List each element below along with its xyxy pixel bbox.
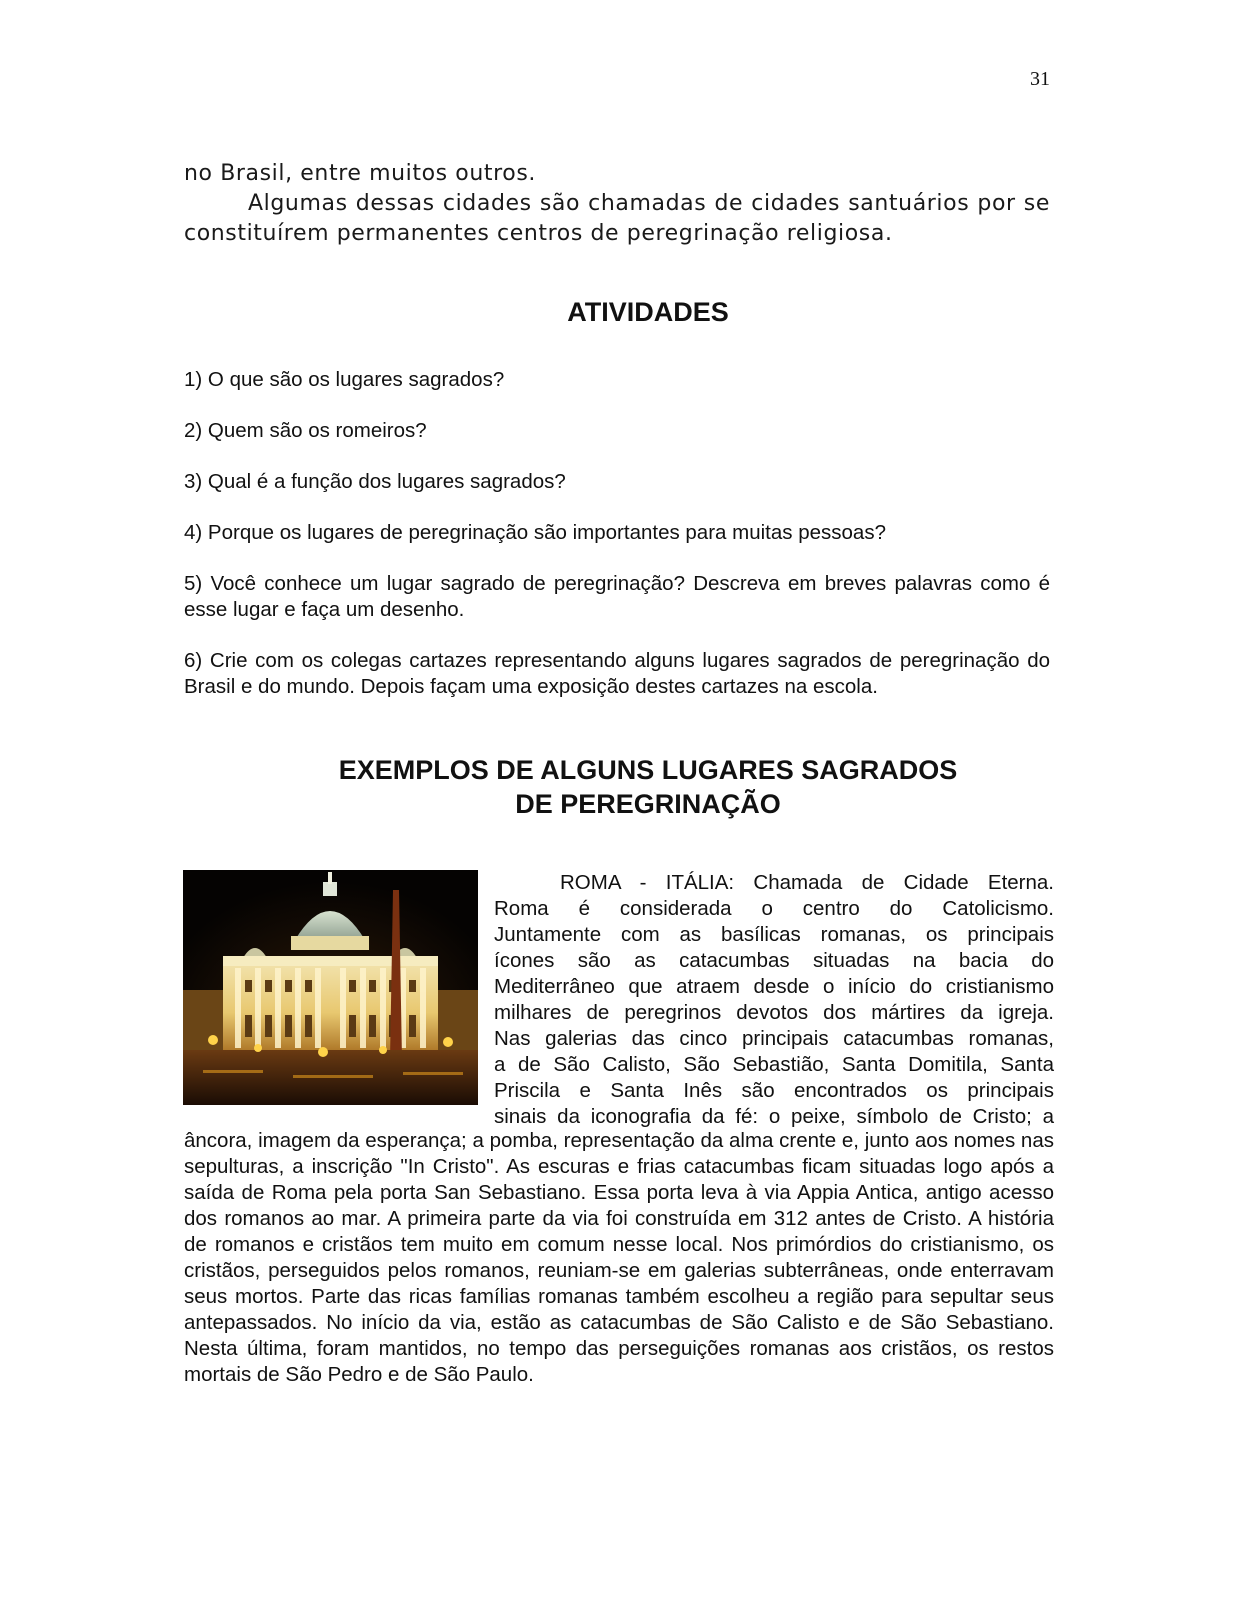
roma-line-1: ROMA - ITÁLIA: Chamada de Cidade Eterna. [560, 871, 1054, 894]
roma-text-beside-photo [494, 870, 1054, 1130]
activities-heading: ATIVIDADES [567, 297, 729, 327]
roma-line-7: Nas galerias das cinco principais catacumbas romanas, [494, 1027, 1054, 1050]
question-6: 6) Crie com os colegas cartazes representando alguns lugares sagrados de peregrinação do Brasil e do mundo. Depois façam uma exposição destes cartazes na escola. [184, 649, 1050, 698]
examples-heading [184, 753, 1112, 821]
roma-text-continuation: âncora, imagem da esperança; a pomba, representação da alma crente e, junto aos nomes nas sepulturas, a inscrição "In Cristo". As escuras e frias catacumbas ficam situadas logo após a saída de Roma pela porta San Sebastiano. Essa porta leva à via Appia Antica, antigo acesso dos romanos ao mar. A primeira parte da via foi construída em 312 antes de Cristo. A história de romanos e cristãos tem muito em comum nesse local. Nos primórdios do cristianismo, os cristãos, perseguidos pelos romanos, reuniam-se em galerias subterrâneas, onde enterravam seus mortos. Parte das ricas famílias romanas também escolheu a região para sepultar seus antepassados. No início da via, estão as catacumbas de São Calisto e de São Sebastiano. Nesta última, foram mantidos, no tempo das perseguições romanas aos cristãos, os restos mortais de São Pedro e de São Paulo. [184, 1129, 1054, 1386]
roma-line-8: a de São Calisto, São Sebastião, Santa Domitila, Santa [494, 1053, 1054, 1076]
page-number: 31 [1030, 68, 1050, 90]
roma-line-10: sinais da iconografia da fé: o peixe, símbolo de Cristo; a [494, 1105, 1054, 1128]
roma-line-9: Priscila e Santa Inês são encontrados os principais [494, 1079, 1054, 1102]
intro-text [184, 159, 1050, 249]
roma-line-3: Juntamente com as basílicas romanas, os principais [494, 923, 1054, 946]
roma-line-5: Mediterrâneo que atraem desde o início do cristianismo [494, 975, 1054, 998]
question-5: 5) Você conhece um lugar sagrado de peregrinação? Descreva em breves palavras como é esse lugar e faça um desenho. [184, 572, 1050, 621]
examples-heading-line1: EXEMPLOS DE ALGUNS LUGARES SAGRADOS [338, 755, 958, 785]
question-1: 1) O que são os lugares sagrados? [184, 368, 505, 391]
roma-line-4: ícones são as catacumbas situadas na bacia do [494, 949, 1054, 972]
st-peters-basilica-night-photo [183, 870, 478, 1105]
roma-line-6: milhares de peregrinos devotos dos mártires da igreja. [494, 1001, 1054, 1024]
roma-line-2: Roma é considerada o centro do Catolicismo. [494, 897, 1054, 920]
question-2: 2) Quem são os romeiros? [184, 419, 427, 442]
question-3: 3) Qual é a função dos lugares sagrados? [184, 470, 566, 493]
intro-line: no Brasil, entre muitos outros. [184, 161, 537, 186]
examples-heading-line2: DE PEREGRINAÇÃO [515, 789, 781, 819]
intro-paragraph: Algumas dessas cidades são chamadas de cidades santuários por se constituírem permanentes centros de peregrinação religiosa. [184, 191, 1050, 246]
question-4: 4) Porque os lugares de peregrinação são importantes para muitas pessoas? [184, 521, 886, 544]
